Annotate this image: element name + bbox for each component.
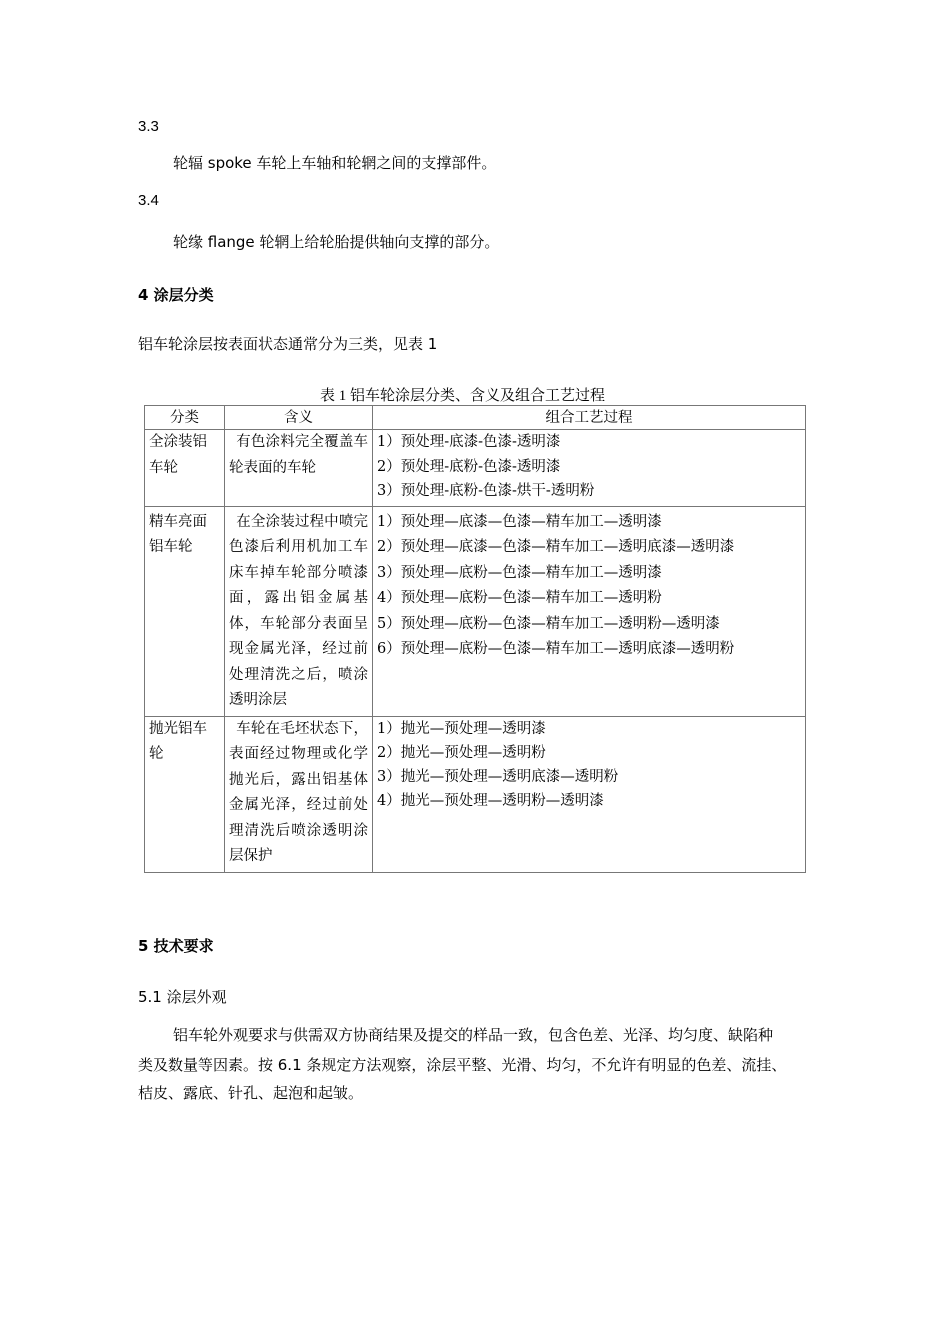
section-5-1-para-line2: 类及数量等因素。按 6.1 条规定方法观察，涂层平整、光滑、均匀，不允许有明显的色差、流挂、 — [138, 1056, 787, 1074]
table-row — [145, 506, 806, 716]
meaning-cell: 有色涂料完全覆盖车轮表面的车轮 — [225, 430, 373, 507]
process-cell — [373, 506, 806, 716]
process-cell — [373, 716, 806, 872]
process-step: 1）预处理—底漆—色漆—精车加工—透明漆 — [377, 513, 662, 530]
section-3-3-text: 轮辐 spoke 车轮上车轴和轮辋之间的支撑部件。 — [173, 154, 497, 172]
table-header-row — [145, 406, 806, 430]
header-process: 组合工艺过程 — [373, 406, 806, 430]
table-row — [145, 716, 806, 872]
header-meaning: 含义 — [225, 406, 373, 430]
section-5-1-heading: 5.1 涂层外观 — [138, 988, 227, 1006]
header-category: 分类 — [145, 406, 225, 430]
process-step: 3）预处理-底粉-色漆-烘干-透明粉 — [377, 483, 595, 499]
process-step: 1）预处理-底漆-色漆-透明漆 — [377, 434, 561, 450]
category-cell: 全涂装铝车轮 — [145, 430, 225, 507]
process-step: 2）预处理—底漆—色漆—精车加工—透明底漆—透明漆 — [377, 539, 735, 555]
meaning-cell: 车轮在毛坯状态下，表面经过物理或化学抛光后，露出铝基体金属光泽，经过前处理清洗后喷涂透明涂层保护 — [225, 716, 373, 872]
process-step: 4）预处理—底粉—色漆—精车加工—透明粉 — [377, 590, 662, 606]
section-5-heading: 5 技术要求 — [138, 937, 214, 955]
section-4-intro: 铝车轮涂层按表面状态通常分为三类，见表 1 — [138, 335, 438, 353]
process-step: 3）预处理—底粉—色漆—精车加工—透明漆 — [377, 564, 662, 581]
table-caption: 表 1 铝车轮涂层分类、含义及组合工艺过程 — [320, 388, 606, 404]
process-step: 6）预处理—底粉—色漆—精车加工—透明底漆—透明粉 — [377, 641, 735, 657]
process-step: 2）预处理-底粉-色漆-透明漆 — [377, 458, 561, 475]
process-step: 3）抛光—预处理—透明底漆—透明粉 — [377, 768, 619, 785]
section-3-3-number: 3.3 — [138, 118, 159, 135]
section-3-4-text: 轮缘 flange 轮辋上给轮胎提供轴向支撑的部分。 — [173, 233, 500, 251]
process-step: 5）预处理—底粉—色漆—精车加工—透明粉—透明漆 — [377, 615, 720, 632]
section-5-1-para-line1: 铝车轮外观要求与供需双方协商结果及提交的样品一致，包含色差、光泽、均匀度、缺陷种 — [173, 1026, 774, 1044]
section-3-4-number: 3.4 — [138, 192, 159, 209]
category-cell: 精车亮面铝车轮 — [145, 506, 225, 716]
process-step: 2）抛光—预处理—透明粉 — [377, 744, 546, 761]
process-step: 4）抛光—预处理—透明粉—透明漆 — [377, 792, 604, 809]
process-step: 1）抛光—预处理—透明漆 — [377, 720, 546, 737]
coating-classification-table — [144, 405, 806, 873]
process-cell — [373, 430, 806, 507]
section-4-heading: 4 涂层分类 — [138, 286, 214, 304]
table-row — [145, 430, 806, 507]
category-cell: 抛光铝车轮 — [145, 716, 225, 872]
meaning-cell: 在全涂装过程中喷完色漆后利用机加工车床车掉车轮部分喷漆面，露出铝金属基体，车轮部分表面呈现金属光泽，经过前处理清洗之后，喷涂透明涂层 — [225, 506, 373, 716]
section-5-1-para-line3: 桔皮、露底、针孔、起泡和起皱。 — [138, 1084, 364, 1102]
